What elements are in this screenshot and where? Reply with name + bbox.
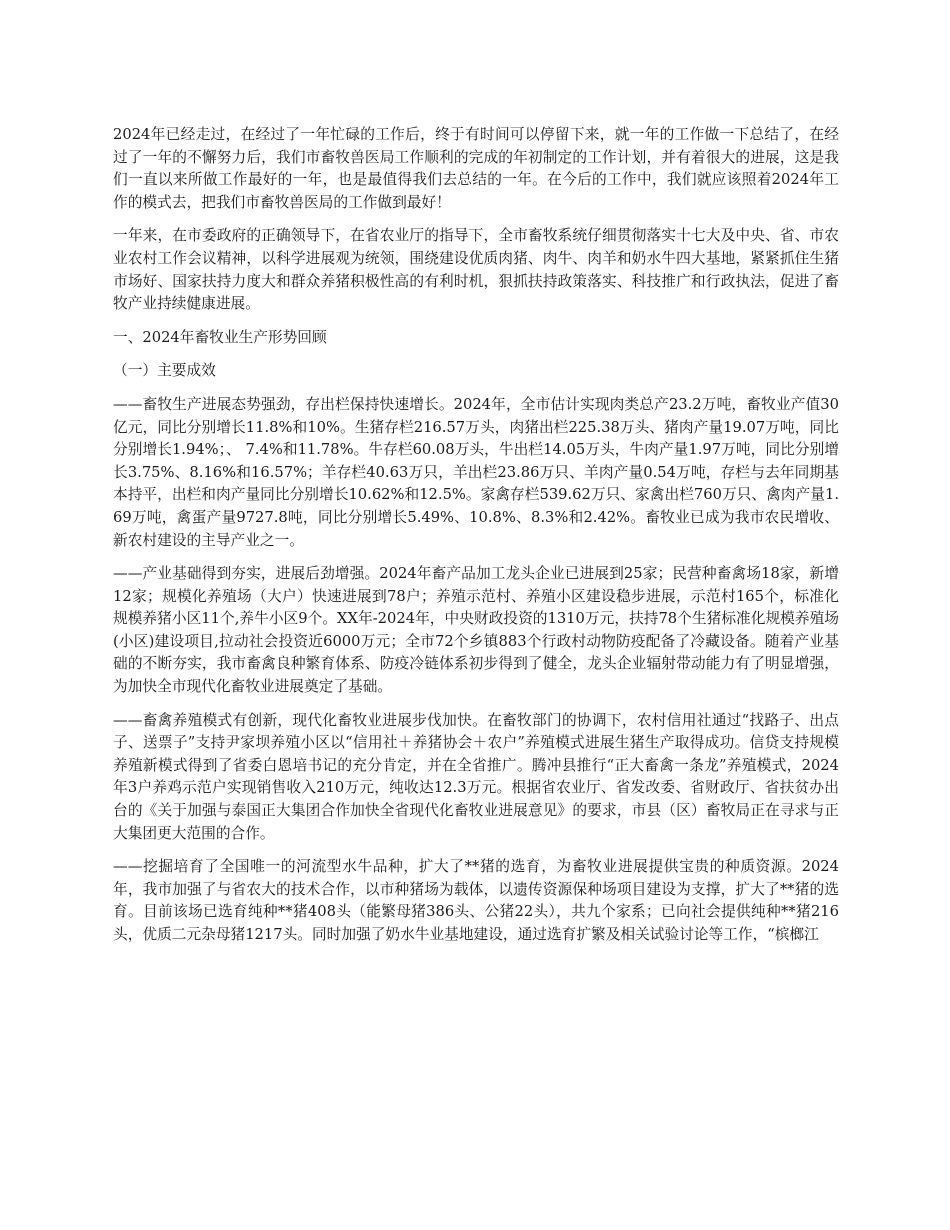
breed-resource-paragraph: ——挖掘培育了全国唯一的河流型水牛品种，扩大了**猪的选育，为畜牧业进展提供宝贵的种质资源。2024年，我市加强了与省农大的技术合作，以市种猪场为载体，以遗传资源保种场项目建设为支撑，扩大了**猪的选育。目前该场已选育纯种**猪408头（能繁母猪386头、公猪22头），共九个家系；已向社会提供纯种**猪216头，优质二元杂母猪1217头。同时加强了奶水牛业基地建设，通过选育扩繁及相关试验讨论等工作，“槟榔江 xyxy=(113,858,839,943)
production-paragraph: ——畜牧生产进展态势强劲，存出栏保持快速增长。2024年，全市估计实现肉类总产23.2万吨，畜牧业产值30亿元，同比分别增长11.8%和10%。生猪存栏216.57万头，肉猪出栏225.38万头、猪肉产量19.07万吨，同比分别增长1.94%；、 7.4%和11.78%。牛存栏60.08万头，牛出栏14.05万头，牛肉产量1.97万吨，同比分别增长3.75%、8.16%和16.57%；羊存栏40.63万只，羊出栏23.86万只、羊肉产量0.54万吨，存栏与去年同期基本持平，出栏和肉产量同比分别增长10.62%和12.5%。家禽存栏539.62万只、家禽出栏760万只、禽肉产量1.69万吨，禽蛋产量9727.8吨，同比分别增长5.49%、10.8%、8.3%和2.42%。畜牧业已成为我市农民增收、新农村建设的主导产业之一。 xyxy=(113,395,839,549)
overview-paragraph: 一年来，在市委政府的正确领导下，在省农业厅的指导下，全市畜牧系统仔细贯彻落实十七大及中央、省、市农业农村工作会议精神，以科学进展观为统领，围绕建设优质肉猪、肉牛、肉羊和奶水牛四大基地，紧紧抓住生猪市场好、国家扶持力度大和群众养猪积极性高的有利时机，狠抓扶持政策落实、科技推广和行政执法，促进了畜牧产业持续健康进展。 xyxy=(113,227,839,313)
breeding-model-paragraph: ——畜禽养殖模式有创新，现代化畜牧业进展步伐加快。在畜牧部门的协调下，农村信用社通过“找路子、出点子、送票子”支持尹家坝养殖小区以“信用社＋养猪协会＋农户”养殖模式进展生猪生产取得成功。信贷支持规模养殖新模式得到了省委白恩培书记的充分肯定，并在全省推广。腾冲县推行“正大畜禽一条龙”养殖模式，2024年3户养鸡示范户实现销售收入210万元，纯收达12.3万元。根据省农业厅、省发改委、省财政厅、省扶贫办出台的《关于加强与泰国正大集团合作加快全省现代化畜牧业进展意见》的要求，市县（区）畜牧局正在寻求与正大集团更大范围的合作。 xyxy=(113,711,839,842)
intro-paragraph: 2024年已经走过，在经过了一年忙碌的工作后，终于有时间可以停留下来，就一年的工作做一下总结了，在经过了一年的不懈努力后，我们市畜牧兽医局工作顺利的完成的年初制定的工作计划，并有着很大的进展，这是我们一直以来所做工作最好的一年，也是最值得我们去总结的一年。在今后的工作中，我们就应该照着2024年工作的模式去，把我们市畜牧兽医局的工作做到最好！ xyxy=(113,126,839,211)
section-heading: 一、2024年畜牧业生产形势回顾 xyxy=(113,328,327,346)
document-body xyxy=(113,124,839,958)
industry-foundation-paragraph: ——产业基础得到夯实，进展后劲增强。2024年畜产品加工龙头企业已进展到25家；民营种畜禽场18家，新增12家；规模化养殖场（大户）快速进展到78户；养殖示范村、养殖小区建设稳步进展，示范村165个，标准化规模养猪小区11个,养牛小区9个。XX年-2024年，中央财政投资的1310万元，扶持78个生猪标准化规模养殖场(小区)建设项目,拉动社会投资近6000万元；全市72个乡镇883个行政村动物防疫配备了冷藏设备。随着产业基础的不断夯实，我市畜禽良种繁育体系、防疫冷链体系初步得到了健全，龙头企业辐射带动能力有了明显增强，为加快全市现代化畜牧业进展奠定了基础。 xyxy=(113,565,839,696)
subsection-heading: （一）主要成效 xyxy=(113,362,216,380)
